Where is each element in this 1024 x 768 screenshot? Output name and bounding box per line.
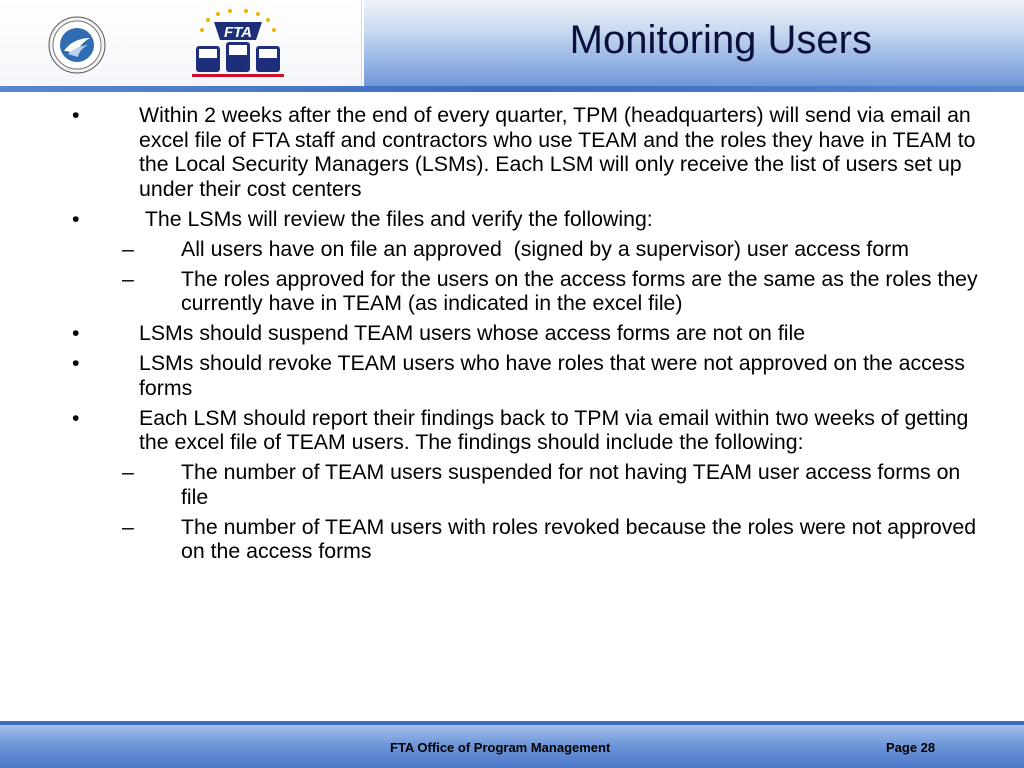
bullet-text: The LSMs will review the files and verify the following:: [139, 206, 653, 231]
bullet-text: The number of TEAM users with roles revoked because the roles were not approved on the access forms: [181, 514, 983, 563]
bullet-marker: •: [72, 351, 80, 375]
bullet-item: [62, 321, 992, 346]
bullet-text: The number of TEAM users suspended for not having TEAM user access forms on file: [181, 460, 967, 509]
dash-marker: –: [122, 514, 134, 539]
fta-logo-icon: [188, 8, 288, 80]
bullet-item: [62, 103, 992, 201]
bullet-marker: •: [72, 405, 80, 430]
slide-title: Monitoring Users: [569, 18, 872, 62]
sub-bullet-item: [62, 267, 992, 316]
bullet-marker: •: [72, 321, 80, 345]
bullet-text: The roles approved for the users on the access forms are the same as the roles they currently have in TEAM (as indicated in the excel file): [181, 266, 984, 315]
bullet-item: [62, 351, 992, 400]
header-rule: [0, 86, 1024, 92]
bullet-marker: •: [72, 103, 80, 127]
bullet-item: [62, 207, 992, 232]
bullet-marker: •: [72, 206, 80, 231]
bullet-item: [62, 406, 992, 455]
fta-logo-text: FTA: [223, 24, 253, 41]
sub-bullet-item: [62, 515, 992, 564]
bullet-list: [62, 103, 992, 569]
page-number: Page 28: [886, 740, 936, 755]
footer-organization: FTA Office of Program Management: [390, 740, 611, 755]
dash-marker: –: [122, 236, 134, 261]
sub-bullet-item: [62, 237, 992, 262]
bullet-text: Each LSM should report their findings back to TPM via email within two weeks of getting the excel file of TEAM users. The findings should include the following:: [139, 405, 975, 454]
logo-area: [0, 0, 362, 88]
bullet-text: LSMs should suspend TEAM users whose access forms are not on file: [139, 321, 806, 345]
dash-marker: –: [122, 266, 134, 291]
bullet-text: LSMs should revoke TEAM users who have roles that were not approved on the access forms: [139, 351, 971, 400]
dot-seal-icon: [48, 16, 106, 74]
bullet-text: All users have on file an approved (signed by a supervisor) user access form: [181, 236, 909, 261]
sub-bullet-item: [62, 460, 992, 509]
dash-marker: –: [122, 460, 134, 484]
bullet-text: Within 2 weeks after the end of every quarter, TPM (headquarters) will send via email an excel file of FTA staff and contractors who use TEAM and the roles they have in TEAM to the Local Security Managers (LSMs). Each LSM will only receive the list of users set up under their cost centers: [139, 103, 982, 201]
slide-header: [0, 0, 1024, 88]
